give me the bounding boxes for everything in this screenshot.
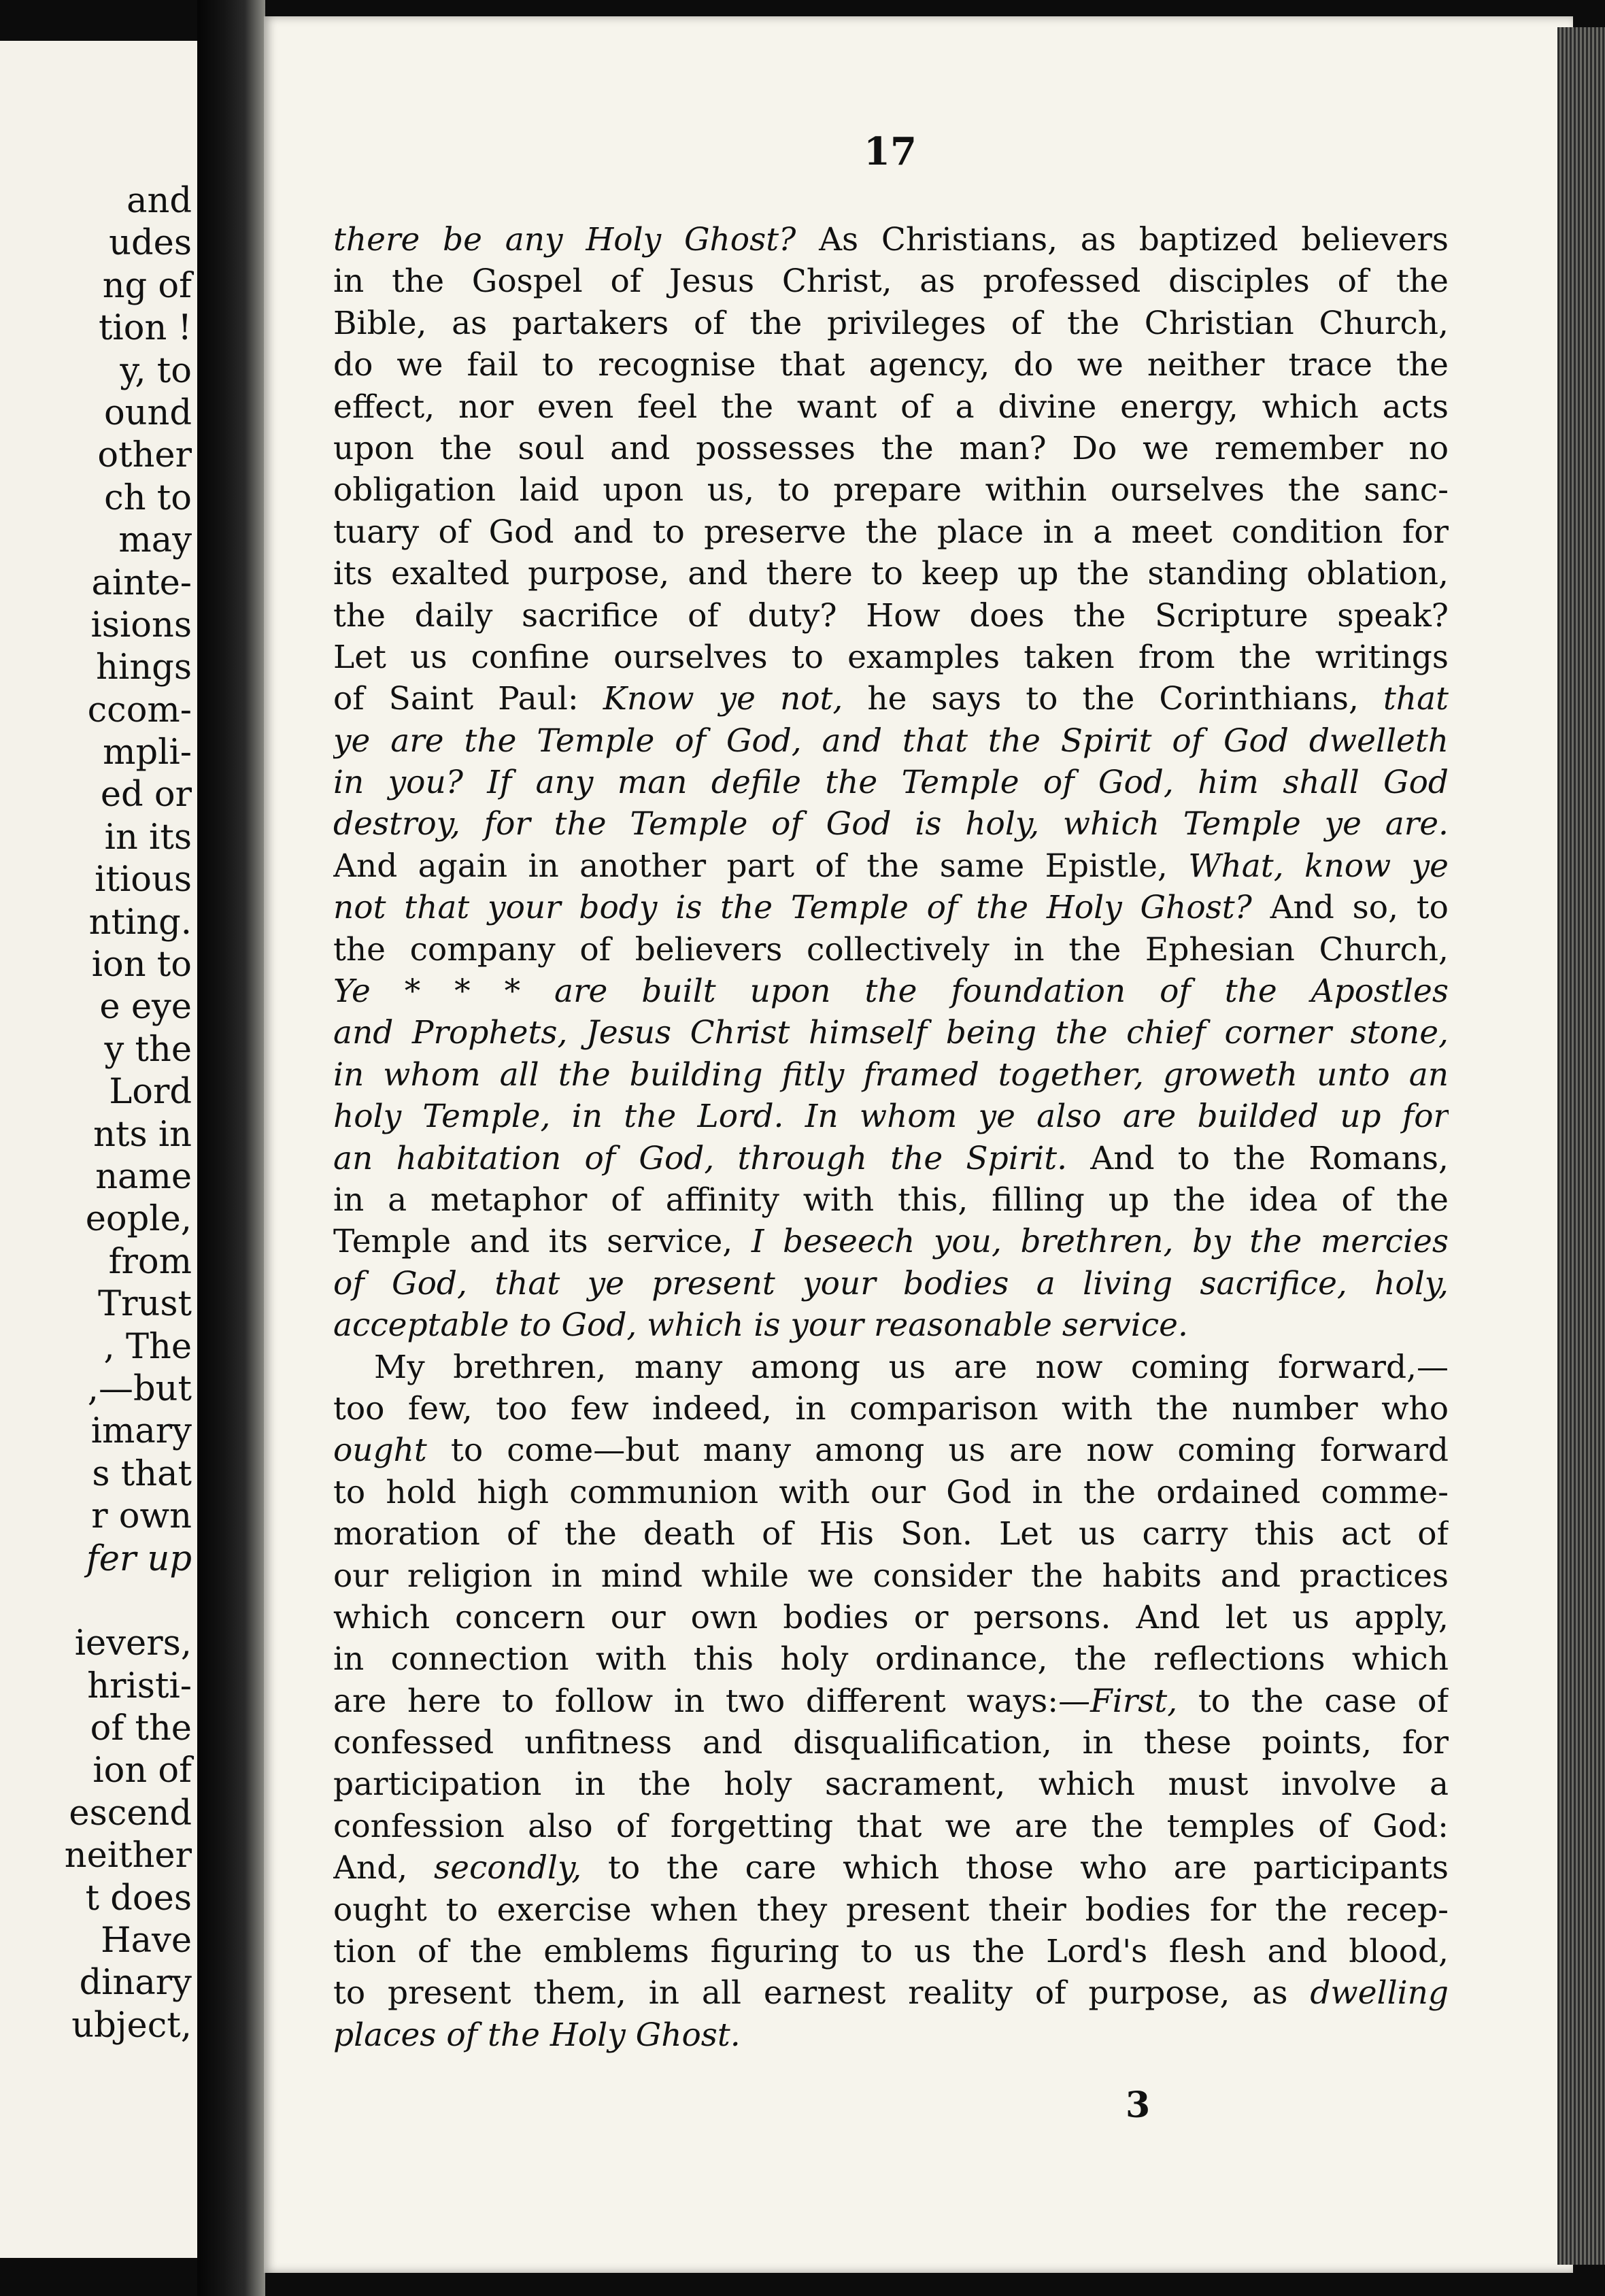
italic-text-run: secondly,	[434, 1849, 582, 1887]
text-line	[333, 970, 1449, 1012]
text-line	[333, 637, 1449, 678]
text-line	[333, 1012, 1449, 1053]
left-page-fragment: ainte-	[91, 562, 192, 603]
page-number: 17	[864, 129, 917, 174]
left-page-fragment: , The	[103, 1326, 192, 1367]
left-page-fragment: ound	[103, 392, 192, 433]
text-run: tuary of God and to preserve the place in a meet condition for	[333, 513, 1449, 551]
left-page-fragment: ,—but	[87, 1368, 192, 1409]
text-line	[333, 1681, 1449, 1722]
text-line	[333, 1263, 1449, 1304]
text-run: of Saint Paul:	[333, 680, 603, 718]
text-run: do we fail to recognise that agency, do we neither trace the	[333, 346, 1449, 384]
text-run: And again in another part of the same Epistle,	[333, 847, 1189, 885]
left-page-fragment: name	[95, 1156, 192, 1197]
left-page-fragment: imary	[90, 1411, 192, 1452]
text-run: effect, nor even feel the want of a divine energy, which acts	[333, 388, 1449, 426]
left-page-fragment: ccom-	[87, 690, 192, 730]
text-run: obligation laid upon us, to prepare within ourselves the sanc-	[333, 471, 1449, 509]
text-line	[333, 678, 1449, 720]
text-line	[333, 929, 1449, 970]
left-page-fragment: r own	[91, 1496, 192, 1537]
italic-text-run: acceptable to God, which is your reasonable service.	[333, 1306, 1188, 1345]
text-line	[333, 1931, 1449, 1972]
text-run: its exalted purpose, and there to keep up the standing oblation,	[333, 555, 1449, 593]
text-line	[333, 1472, 1449, 1513]
paragraph-1	[333, 219, 1449, 1347]
text-run: tion of the emblems figuring to us the Lord's flesh and blood,	[333, 1933, 1449, 1971]
text-line	[333, 1513, 1449, 1555]
text-run: the daily sacrifice of duty? How does the Scripture speak?	[333, 596, 1449, 635]
left-page-fragment: tion !	[98, 308, 192, 349]
text-run: are here to follow in two different ways:—	[333, 1682, 1091, 1720]
italic-text-run: destroy, for the Temple of God is holy, which Temple ye are.	[333, 805, 1449, 843]
text-line	[333, 720, 1449, 762]
text-line	[333, 303, 1449, 344]
left-page-fragment: ion to	[91, 945, 192, 985]
italic-text-run: First,	[1090, 1682, 1178, 1720]
left-page-fragment: ed or	[100, 775, 192, 815]
italic-text-run: What, know ye	[1188, 847, 1449, 885]
italic-text-run: ye are the Temple of God, and that the Spirit of God dwelleth	[333, 722, 1449, 760]
italic-text-run: Ye * * * are built upon the foundation of the Apostles	[333, 973, 1449, 1011]
text-run: in connection with this holy ordinance, the reflections which	[333, 1640, 1449, 1678]
left-page-fragment: other	[97, 435, 192, 476]
text-run: in a metaphor of affinity with this, filling up the idea of the	[333, 1181, 1449, 1219]
left-page-fragment: s that	[92, 1453, 192, 1494]
text-run: confessed unfitness and disqualification, in these points, for	[333, 1724, 1449, 1762]
italic-text-run: of God, that ye present your bodies a living sacrifice, holy,	[333, 1264, 1449, 1302]
text-run: to present them, in all earnest reality of purpose, as	[333, 1974, 1311, 2012]
text-run: As Christians, as baptized believers	[796, 221, 1449, 258]
text-run: Let us confine ourselves to examples taken from the writings	[333, 638, 1449, 676]
text-run: he says to the Corinthians,	[843, 680, 1383, 718]
left-page-fragment: hings	[96, 647, 192, 688]
text-line	[333, 2014, 1449, 2056]
text-line	[333, 1722, 1449, 1763]
italic-text-run: that	[1383, 680, 1449, 718]
text-run: to come—but many among us are now coming forward	[426, 1432, 1449, 1470]
italic-text-run: dwelling	[1310, 1974, 1449, 2012]
left-page-fragment: of the	[90, 1708, 192, 1749]
left-page-fragment: fer up	[86, 1538, 192, 1579]
text-run: participation in the holy sacrament, which must involve a	[333, 1766, 1449, 1804]
text-line	[333, 1221, 1449, 1262]
italic-text-run: places of the Holy Ghost.	[333, 2016, 741, 2054]
left-page-fragment: itious	[95, 860, 192, 900]
text-line	[333, 386, 1449, 428]
text-line	[333, 511, 1449, 553]
text-run: ought to exercise when they present their bodies for the recep-	[333, 1891, 1449, 1929]
left-page-text-fragments	[0, 180, 192, 2047]
text-line	[333, 1847, 1449, 1889]
italic-text-run: I beseech you, brethren, by the mercies	[751, 1223, 1449, 1261]
italic-text-run: not that your body is the Temple of the Holy Ghost?	[333, 889, 1252, 927]
text-run: And to the Romans,	[1067, 1139, 1449, 1177]
left-page-fragment: from	[108, 1241, 192, 1282]
left-facing-page	[0, 41, 197, 2258]
text-line	[333, 1972, 1449, 2014]
text-run: confession also of forgetting that we are the temples of God:	[333, 1807, 1449, 1845]
text-line	[333, 1638, 1449, 1680]
left-page-fragment: ion of	[92, 1751, 192, 1791]
text-line	[333, 762, 1449, 803]
text-run: And so, to	[1251, 889, 1449, 927]
left-page-fragment: ubject,	[71, 2005, 192, 2046]
book-gutter	[197, 0, 265, 2296]
text-line	[333, 595, 1449, 637]
italic-text-run: holy Temple, in the Lord. In whom ye also are builded up for	[333, 1098, 1449, 1136]
text-line	[333, 1806, 1449, 1847]
left-page-fragment: isions	[90, 605, 192, 645]
text-line	[333, 219, 1449, 260]
left-page-fragment: nting.	[88, 902, 192, 943]
left-page-fragment: y, to	[120, 350, 192, 391]
text-line	[333, 1054, 1449, 1096]
text-run: to the care which those who are participants	[581, 1849, 1449, 1887]
page-edge-stack	[1557, 27, 1605, 2265]
signature-mark: 3	[1126, 2084, 1151, 2126]
text-run: My brethren, many among us are now coming forward,—	[374, 1348, 1449, 1386]
text-run: which concern our own bodies or persons. And let us apply,	[333, 1598, 1449, 1636]
left-page-fragment: eople,	[85, 1199, 192, 1240]
text-run: moration of the death of His Son. Let us carry this act of	[333, 1515, 1449, 1553]
left-page-fragment: ievers,	[74, 1623, 192, 1664]
text-run: And,	[333, 1849, 435, 1887]
italic-text-run: ought	[333, 1432, 427, 1470]
text-line	[333, 887, 1449, 928]
text-line	[333, 1597, 1449, 1638]
text-run: our religion in mind while we consider the habits and practices	[333, 1557, 1449, 1595]
left-page-fragment: and	[126, 181, 192, 221]
text-line	[333, 1179, 1449, 1221]
text-line	[333, 1889, 1449, 1931]
left-page-fragment: hristi-	[87, 1666, 192, 1706]
left-page-fragment: y the	[104, 1029, 192, 1070]
text-line	[333, 845, 1449, 887]
text-line	[333, 1304, 1449, 1346]
italic-text-run: in you? If any man defile the Temple of God, him shall God	[333, 764, 1449, 802]
text-line	[333, 553, 1449, 594]
left-page-fragment: mpli-	[103, 732, 192, 773]
italic-text-run: there be any Holy Ghost?	[333, 221, 796, 258]
left-page-fragment: Have	[101, 1921, 192, 1961]
text-run: upon the soul and possesses the man? Do we remember no	[333, 429, 1449, 467]
text-line	[333, 1430, 1449, 1471]
left-page-fragment: ng of	[102, 265, 192, 306]
left-page-fragment	[0, 1581, 192, 1623]
page-body-text	[333, 219, 1449, 2056]
text-run: Bible, as partakers of the privileges of the Christian Church,	[333, 304, 1449, 342]
text-line	[333, 1555, 1449, 1597]
text-run: too few, too few indeed, in comparison with the number who	[333, 1389, 1449, 1428]
italic-text-run: in whom all the building fitly framed together, groweth unto an	[333, 1056, 1449, 1094]
italic-text-run: Know ye not,	[603, 680, 843, 718]
left-page-fragment: t does	[85, 1878, 192, 1919]
text-run: to hold high communion with our God in the ordained comme-	[333, 1473, 1449, 1511]
text-run: to the case of	[1177, 1682, 1449, 1720]
left-page-fragment: in its	[104, 817, 192, 858]
left-page-fragment: udes	[109, 223, 192, 264]
text-line	[333, 1096, 1449, 1137]
left-page-fragment: may	[118, 520, 192, 561]
text-line	[333, 260, 1449, 302]
left-page-fragment: escend	[69, 1793, 192, 1834]
left-page-fragment: e eye	[99, 987, 192, 1028]
text-run: Temple and its service,	[333, 1223, 751, 1261]
left-page-fragment: neither	[64, 1836, 192, 1876]
text-line	[333, 428, 1449, 469]
text-line	[333, 1347, 1449, 1388]
left-page-fragment: Lord	[109, 1072, 192, 1113]
left-page-fragment: Trust	[98, 1284, 192, 1325]
text-line	[333, 803, 1449, 845]
italic-text-run: and Prophets, Jesus Christ himself being the chief corner stone,	[333, 1014, 1449, 1052]
left-page-fragment: nts in	[93, 1114, 192, 1155]
text-line	[333, 1138, 1449, 1179]
italic-text-run: an habitation of God, through the Spirit.	[333, 1139, 1068, 1177]
left-page-fragment: ch to	[104, 477, 192, 518]
left-page-fragment: dinary	[79, 1963, 192, 2004]
text-line	[333, 344, 1449, 386]
paragraph-2	[333, 1347, 1449, 2057]
text-run: the company of believers collectively in the Ephesian Church,	[333, 930, 1449, 968]
text-line	[333, 469, 1449, 511]
text-line	[333, 1388, 1449, 1430]
text-run: in the Gospel of Jesus Christ, as professed disciples of the	[333, 263, 1449, 301]
text-line	[333, 1763, 1449, 1805]
